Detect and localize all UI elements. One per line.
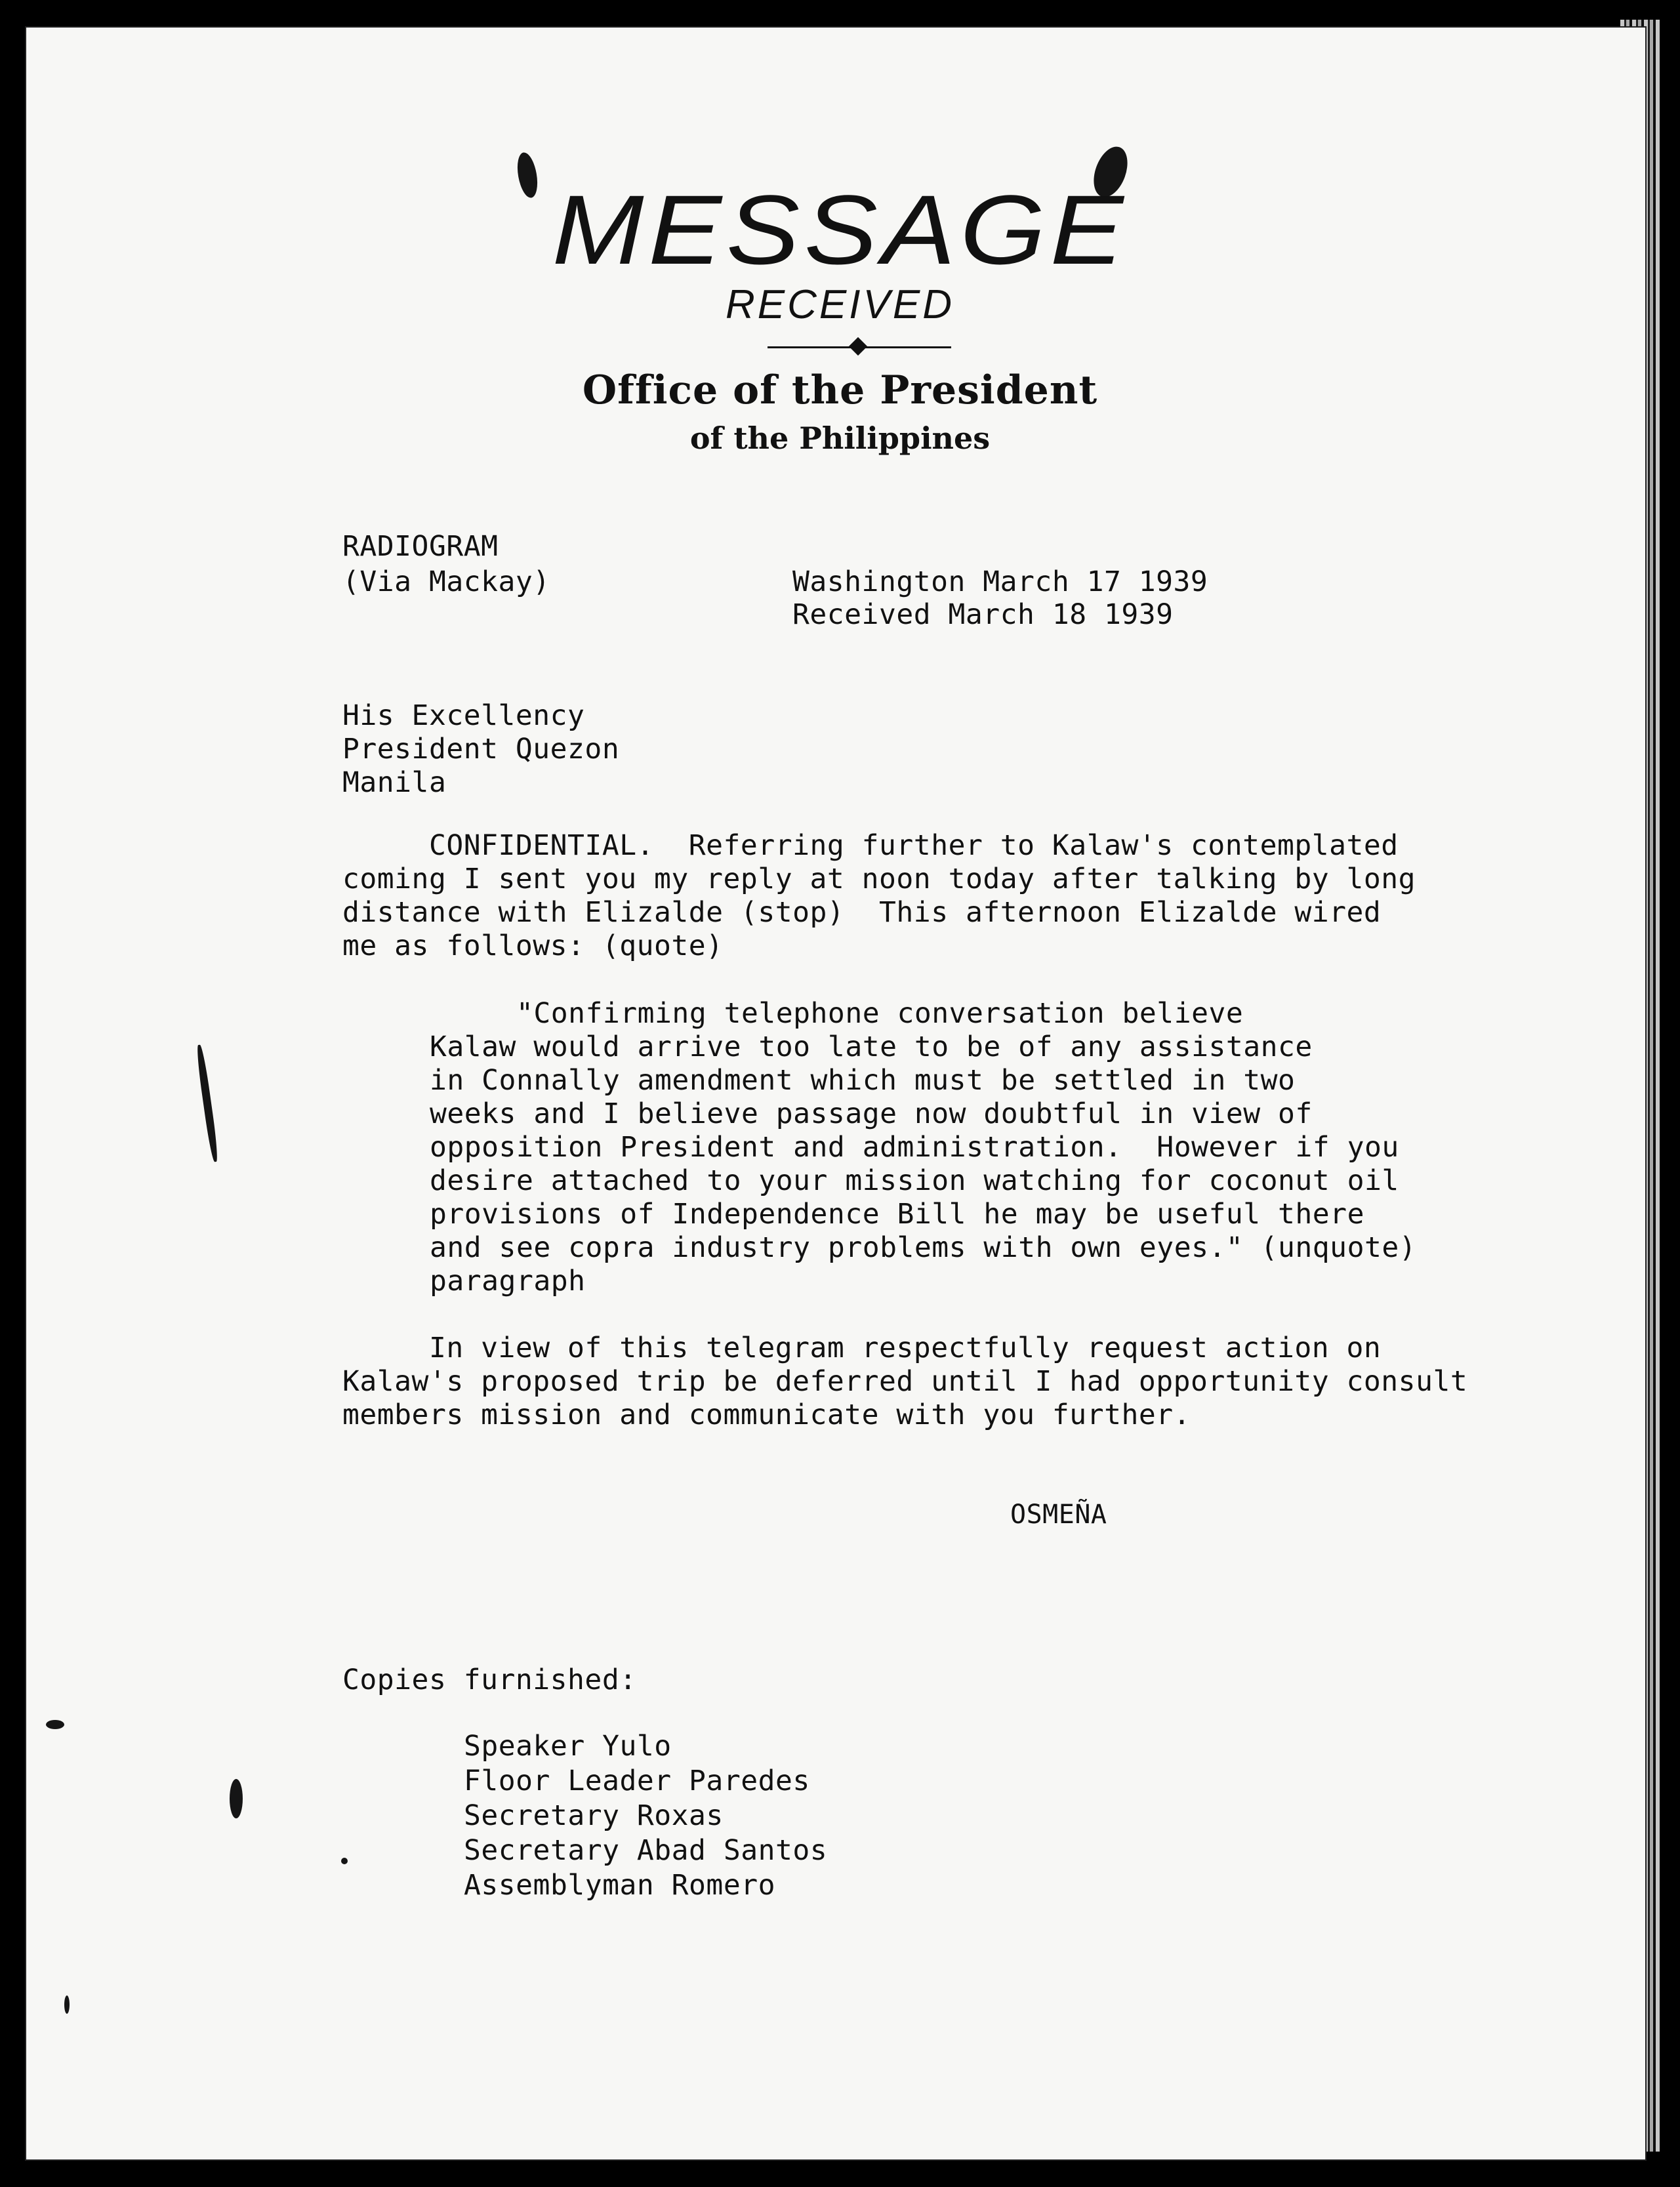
body-paragraph-1-line: CONFIDENTIAL. Referring further to Kalaw's contemplated <box>342 829 1399 862</box>
margin-speck-4 <box>64 1995 70 2014</box>
quoted-telegram-line: Kalaw would arrive too late to be of any assistance <box>430 1031 1313 1063</box>
letterhead-subtitle: RECEIVED <box>726 282 954 327</box>
office-name-line-1: Office of the President <box>582 367 1098 413</box>
body-paragraph-1-line: me as follows: (quote) <box>342 930 724 962</box>
quoted-telegram-line: provisions of Independence Bill he may be useful there <box>430 1198 1364 1231</box>
message-type: RADIOGRAM <box>342 530 499 563</box>
body-paragraph-2-line: members mission and communicate with you further. <box>342 1399 1191 1431</box>
quoted-telegram-line: weeks and I believe passage now doubtful in view of <box>430 1097 1313 1130</box>
quoted-telegram-line: in Connally amendment which must be settled in two <box>430 1064 1296 1097</box>
copy-recipient: Speaker Yulo <box>464 1730 672 1763</box>
body-paragraph-2-line: Kalaw's proposed trip be deferred until I had opportunity consult <box>342 1365 1468 1398</box>
addressee-line-3: Manila <box>342 766 447 799</box>
addressee-line-1: His Excellency <box>342 699 585 732</box>
copy-recipient: Secretary Abad Santos <box>464 1834 828 1867</box>
copy-recipient: Floor Leader Paredes <box>464 1765 810 1797</box>
body-paragraph-1-line: distance with Elizalde (stop) This afternoon Elizalde wired <box>342 896 1382 929</box>
margin-squiggle-mark <box>195 1044 220 1162</box>
body-paragraph-2-line: In view of this telegram respectfully request action on <box>342 1332 1382 1364</box>
copy-recipient: Assemblyman Romero <box>464 1869 775 1902</box>
sent-date: Washington March 17 1939 <box>792 565 1208 598</box>
received-date: Received March 18 1939 <box>792 598 1174 631</box>
margin-speck-1 <box>230 1779 243 1818</box>
quoted-telegram-line: and see copra industry problems with own eyes." (unquote) <box>430 1231 1417 1264</box>
message-route: (Via Mackay) <box>342 565 550 598</box>
office-name-line-2: of the Philippines <box>689 420 991 456</box>
margin-speck-3 <box>341 1858 348 1864</box>
quoted-telegram-line: paragraph <box>430 1265 586 1298</box>
quoted-telegram-line: "Confirming telephone conversation believe <box>430 997 1244 1030</box>
addressee-line-2: President Quezon <box>342 733 620 766</box>
quoted-telegram-line: opposition President and administration. However if you <box>430 1131 1399 1164</box>
sender-signature: OSMEÑA <box>1010 1500 1107 1530</box>
quoted-telegram-line: desire attached to your mission watching for coconut oil <box>430 1164 1399 1197</box>
letterhead-title: MESSAGE <box>552 174 1128 285</box>
margin-speck-2 <box>46 1720 64 1729</box>
body-paragraph-1-line: coming I sent you my reply at noon today after talking by long <box>342 863 1416 895</box>
copy-recipient: Secretary Roxas <box>464 1799 724 1832</box>
copies-heading: Copies furnished: <box>342 1664 637 1696</box>
